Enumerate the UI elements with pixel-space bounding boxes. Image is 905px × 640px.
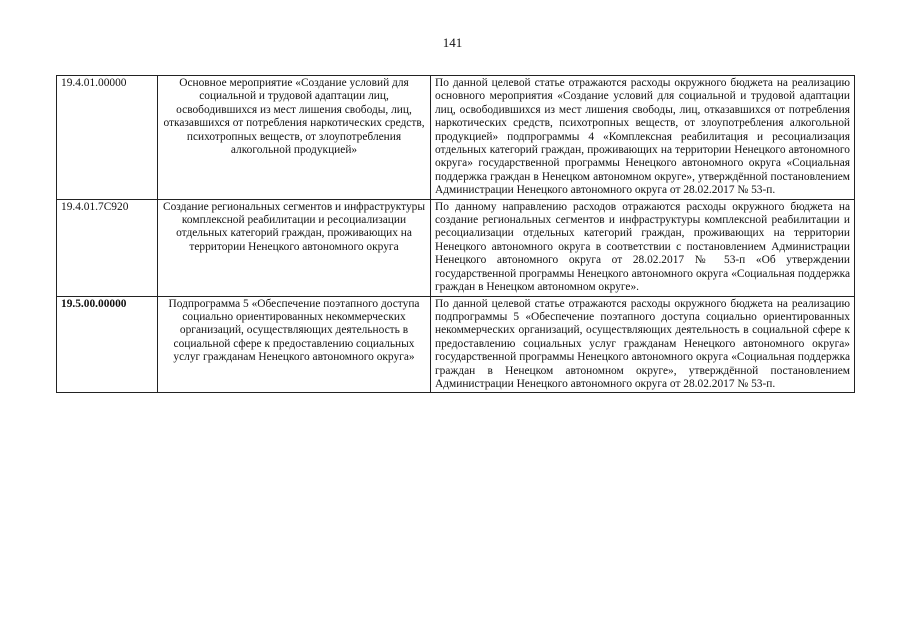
row-code-cell: 19.5.00.00000 [57,296,158,393]
row-code-cell: 19.4.01.00000 [57,76,158,200]
page-number: 141 [442,35,463,50]
table-row [57,199,855,296]
table-row [57,296,855,393]
row-name-cell: Основное мероприятие «Создание условий для социальной и трудовой адаптации лиц, освободившихся из мест лишения свободы, лиц, отказавшихся от потребления наркотических средств, психотропных веществ, от злоупотребления алкогольной продукцией» [158,76,431,200]
row-description-cell: По данному направлению расходов отражаются расходы окружного бюджета на создание региональных сегментов и инфраструктуры комплексной реабилитации и ресоциализации отдельных категорий граждан, проживающих на территории Ненецкого автономного округа в соответствии с постановлением Администрации Ненецкого автономного округа от 28.02.2017 № 53-п «Об утверждении государственной программы Ненецкого автономного округа «Социальная поддержка граждан в Ненецком автономном округе». [431,199,855,296]
target-articles-table [56,75,855,393]
table-row [57,76,855,200]
row-description-cell: По данной целевой статье отражаются расходы окружного бюджета на реализацию основного мероприятия «Создание условий для социальной и трудовой адаптации лиц, освободившихся из мест лишения свободы, лиц, отказавшихся от потребления наркотических средств, психотропных веществ, от злоупотребления алкогольной продукцией» подпрограммы 4 «Комплексная реабилитация и ресоциализация отдельных категорий граждан, проживающих на территории Ненецкого автономного округа» государственной программы Ненецкого автономного округа «Социальная поддержка граждан в Ненецком автономном округе», утверждённой постановлением Администрации Ненецкого автономного округа от 28.02.2017 № 53-п. [431,76,855,200]
row-name-cell: Подпрограмма 5 «Обеспечение поэтапного доступа социально ориентированных некоммерческих организаций, осуществляющих деятельность в социальной сфере к предоставлению социальных услуг гражданам Ненецкого автономного округа» [158,296,431,393]
row-code-cell: 19.4.01.7С920 [57,199,158,296]
row-description-cell: По данной целевой статье отражаются расходы окружного бюджета на реализацию подпрограммы 5 «Обеспечение поэтапного доступа социально ориентированных некоммерческих организаций, осуществляющих деятельность в социальной сфере к предоставлению социальных услуг гражданам Ненецкого автономного округа» государственной программы Ненецкого автономного округа «Социальная поддержка граждан в Ненецком автономном округе», утверждённой постановлением Администрации Ненецкого автономного округа от 28.02.2017 № 53-п. [431,296,855,393]
row-name-cell: Создание региональных сегментов и инфраструктуры комплексной реабилитации и ресоциализации отдельных категорий граждан, проживающих на территории Ненецкого автономного округа [158,199,431,296]
